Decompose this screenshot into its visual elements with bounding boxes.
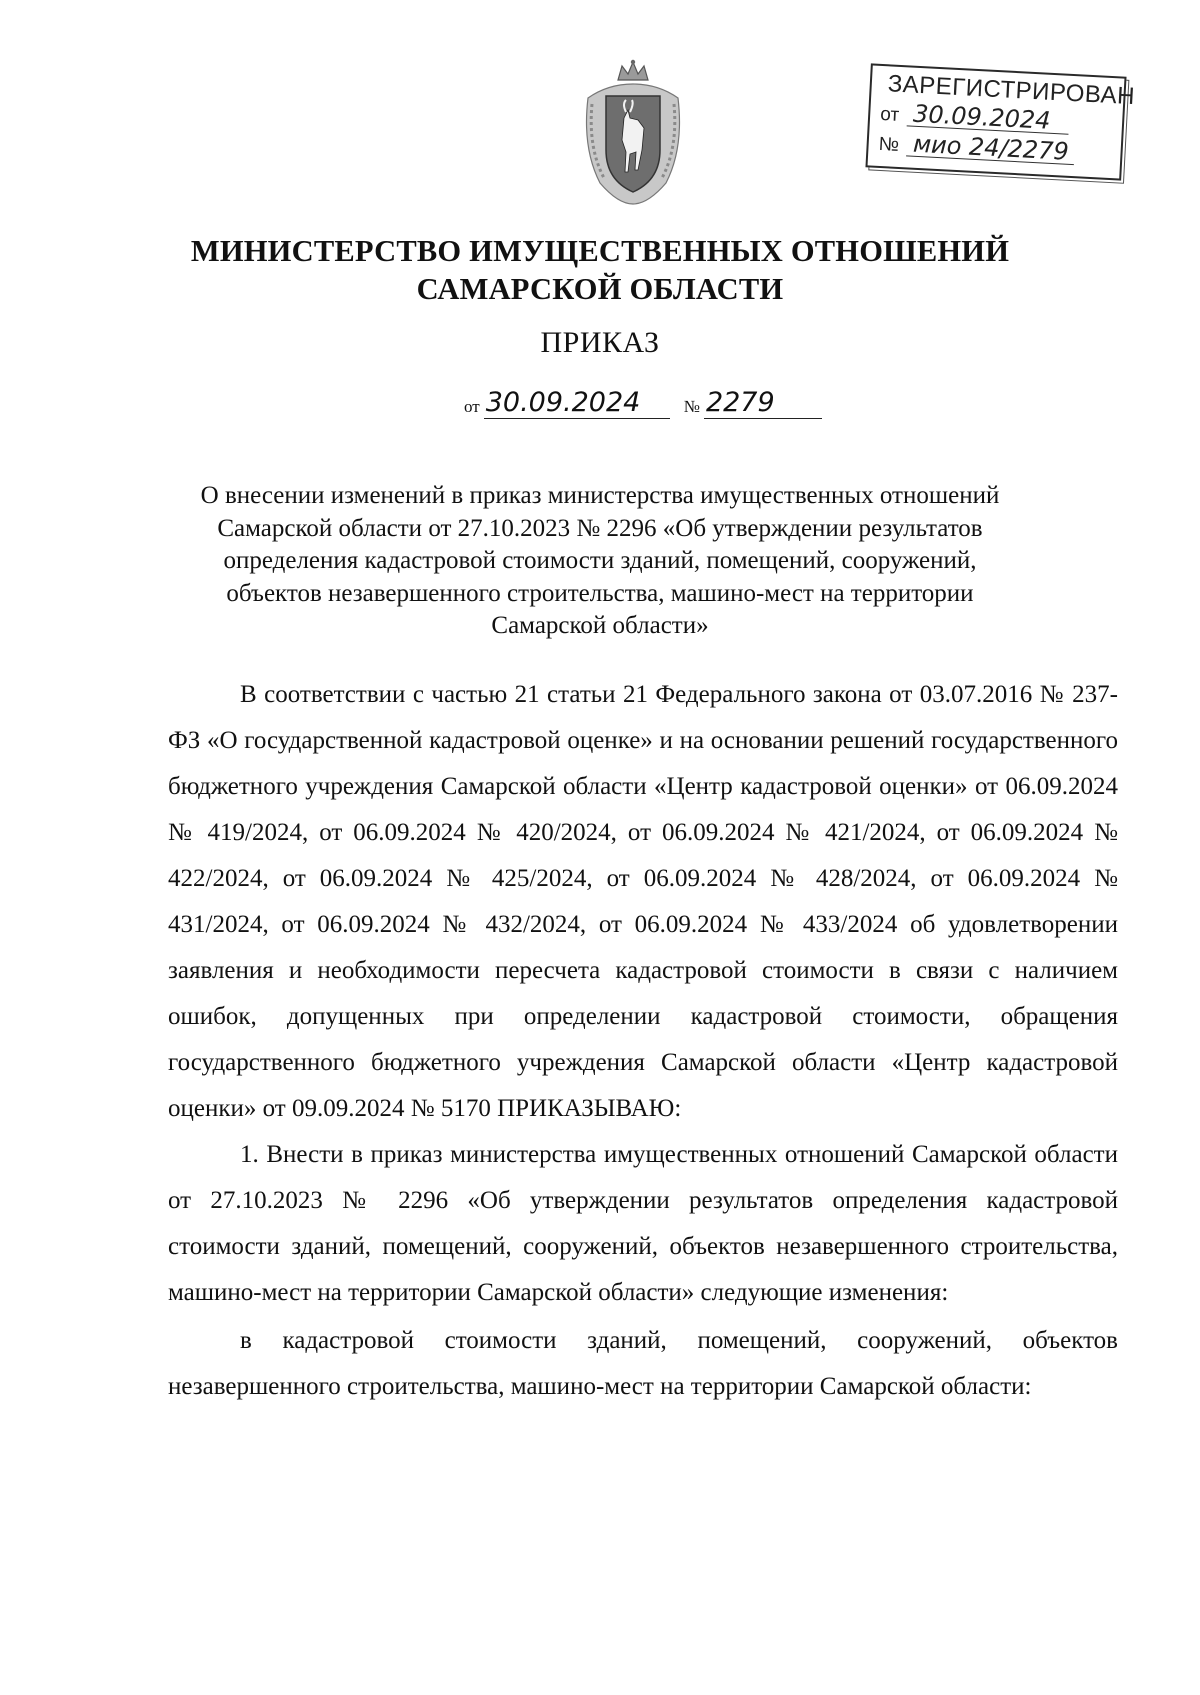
stamp-title: ЗАРЕГИСТРИРОВАН xyxy=(887,70,1136,111)
subject-line: объектов незавершенного строительства, машино-мест на территории xyxy=(226,579,974,607)
document-type: ПРИКАЗ xyxy=(540,326,660,359)
stamp-number-value: мио 24/2279 xyxy=(906,131,1075,165)
order-date-label: от xyxy=(464,397,480,416)
subject-line: О внесении изменений в приказ министерства имущественных отношений xyxy=(200,482,1000,509)
stamp-date-label: от xyxy=(879,103,900,126)
item-1-subparagraph: в кадастровой стоимости зданий, помещений, сооружений, объектов незавершенного строительства, машино-мест на территории Самарской области: xyxy=(168,1327,1118,1400)
ministry-name xyxy=(0,232,1200,308)
stamp-number-row xyxy=(878,130,1075,166)
order-date-value: 30.09.2024 xyxy=(484,388,670,419)
order-subject xyxy=(120,480,1080,643)
order-number-label: № xyxy=(683,397,700,416)
ministry-name-line2: САМАРСКОЙ ОБЛАСТИ xyxy=(416,272,784,306)
order-number-value: 2279 xyxy=(704,388,822,419)
order-date-number xyxy=(460,388,822,419)
subject-line: Самарской области от 27.10.2023 № 2296 «Об утверждении результатов xyxy=(217,514,983,542)
subject-line: Самарской области» xyxy=(491,612,709,639)
coat-of-arms-emblem xyxy=(578,58,688,206)
ministry-name-line1: МИНИСТЕРСТВО ИМУЩЕСТВЕННЫХ ОТНОШЕНИЙ xyxy=(190,234,1010,268)
order-body xyxy=(168,672,1118,1410)
subject-line: определения кадастровой стоимости зданий, помещений, сооружений, xyxy=(223,547,977,574)
registration-stamp xyxy=(865,63,1136,180)
stamp-number-label: № xyxy=(878,133,900,156)
preamble-paragraph: В соответствии с частью 21 статьи 21 Федерального закона от 03.07.2016 № 237-ФЗ «О государственной кадастровой оценке» и на основании решений государственного бюджетного учреждения Самарской области «Центр кадастровой оценки» от 06.09.2024 № 419/2024, от 06.09.2024 № 420/2024, от 06.09.2024 № 421/2024, от 06.09.2024 № 422/2024, от 06.09.2024 № 425/2024, от 06.09.2024 № 428/2024, от 06.09.2024 № 431/2024, от 06.09.2024 № 432/2024, от 06.09.2024 № 433/2024 об удовлетворении заявления и необходимости пересчета кадастровой стоимости в связи с наличием ошибок, допущенных при определении кадастровой стоимости, обращения государственного бюджетного учреждения Самарской области «Центр кадастровой оценки» от 09.09.2024 № 5170 ПРИКАЗЫВАЮ: xyxy=(168,681,1118,1122)
stamp-date-value: 30.09.2024 xyxy=(907,101,1070,134)
item-1-paragraph: 1. Внести в приказ министерства имущественных отношений Самарской области от 27.10.2023 № 2296 «Об утверждении результатов определения кадастровой стоимости зданий, помещений, сооружений, объектов незавершенного строительства, машино-мест на территории Самарской области» следующие изменения: xyxy=(168,1141,1118,1306)
